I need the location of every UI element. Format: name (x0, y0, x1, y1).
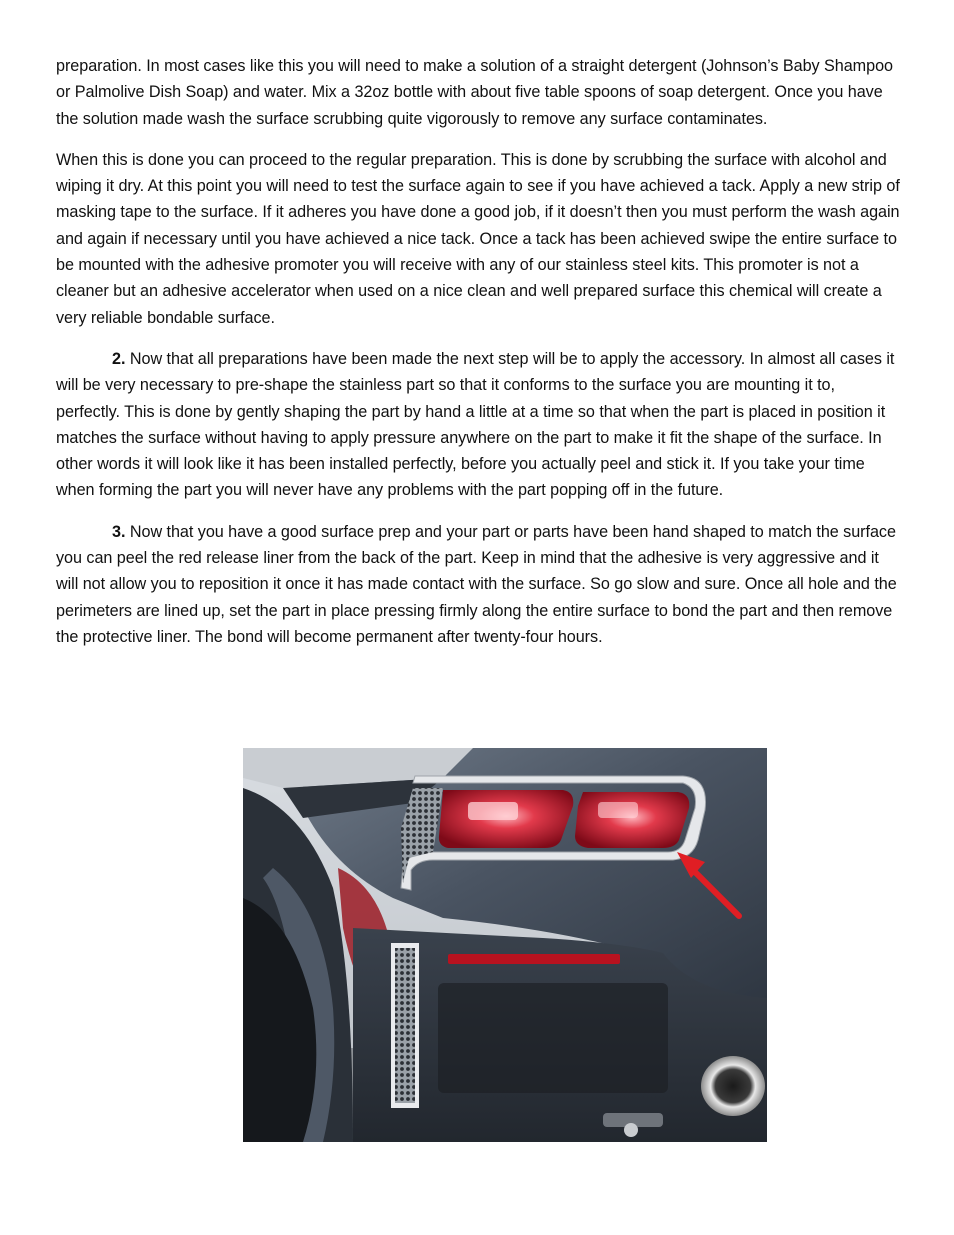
step-2-text: Now that all preparations have been made the next step will be to apply the accessory. In almost all cases it will be very necessary to pre-shape the stainless part so that it conforms to the surface you are mounting it to, perfectly. This is done by gently shaping the part by hand a little at a time so that when the part is placed in position it matches the surface without having to apply pressure anywhere on the part to make it fit the shape of the surface. In other words it will look like it has been installed perfectly, before you actually peel and stick it. If you take your time when forming the part you will never have any problems with the part popping off in the future. (56, 349, 895, 500)
step-2-number: 2. (112, 349, 126, 368)
car-rear-taillight-photo (243, 748, 767, 1142)
step-3-number: 3. (112, 522, 126, 541)
rear-reflector (448, 954, 620, 964)
paragraph-step-2 (56, 346, 900, 504)
document-body (56, 53, 900, 650)
paragraph-regular-preparation: When this is done you can proceed to the regular preparation. This is done by scrubbing the surface with alcohol and wiping it dry. At this point you will need to test the surface again to see if you have achieved a tack. Apply a new strip of masking tape to the surface. If it adheres you have done a good job, if it doesn’t then you must perform the wash again and again if necessary until you have achieved a nice tack. Once a tack has been achieved swipe the entire surface to be mounted with the adhesive promoter you will receive with any of our stainless steel kits. This promoter is not a cleaner but an adhesive accelerator when used on a nice clean and well prepared surface this chemical will create a very reliable bondable surface. (56, 150, 900, 327)
exhaust-tip (701, 1056, 765, 1116)
taillight-lens-right (575, 792, 689, 848)
side-vent-mesh (395, 948, 415, 1103)
paragraph-preparation-wash: preparation. In most cases like this you will need to make a solution of a straight detergent (Johnson’s Baby Shampoo or Palmolive Dish Soap) and water. Mix a 32oz bottle with about five table spoons of soap detergent. Once you have the solution made wash the surface scrubbing quite vigorously to remove any surface contaminates. (56, 57, 893, 128)
paragraph-step-3 (56, 519, 900, 650)
step-3-text: Now that you have a good surface prep and your part or parts have been hand shaped to match the surface you can peel the red release liner from the back of the part. Keep in mind that the adhesive is very aggressive and it will not allow you to reposition it once it has made contact with the surface. So go slow and sure. Once all hole and the perimeters are lined up, set the part in place pressing firmly along the entire surface to bond the part and then remove the protective liner. The bond will become permanent after twenty-four hours. (56, 522, 897, 646)
